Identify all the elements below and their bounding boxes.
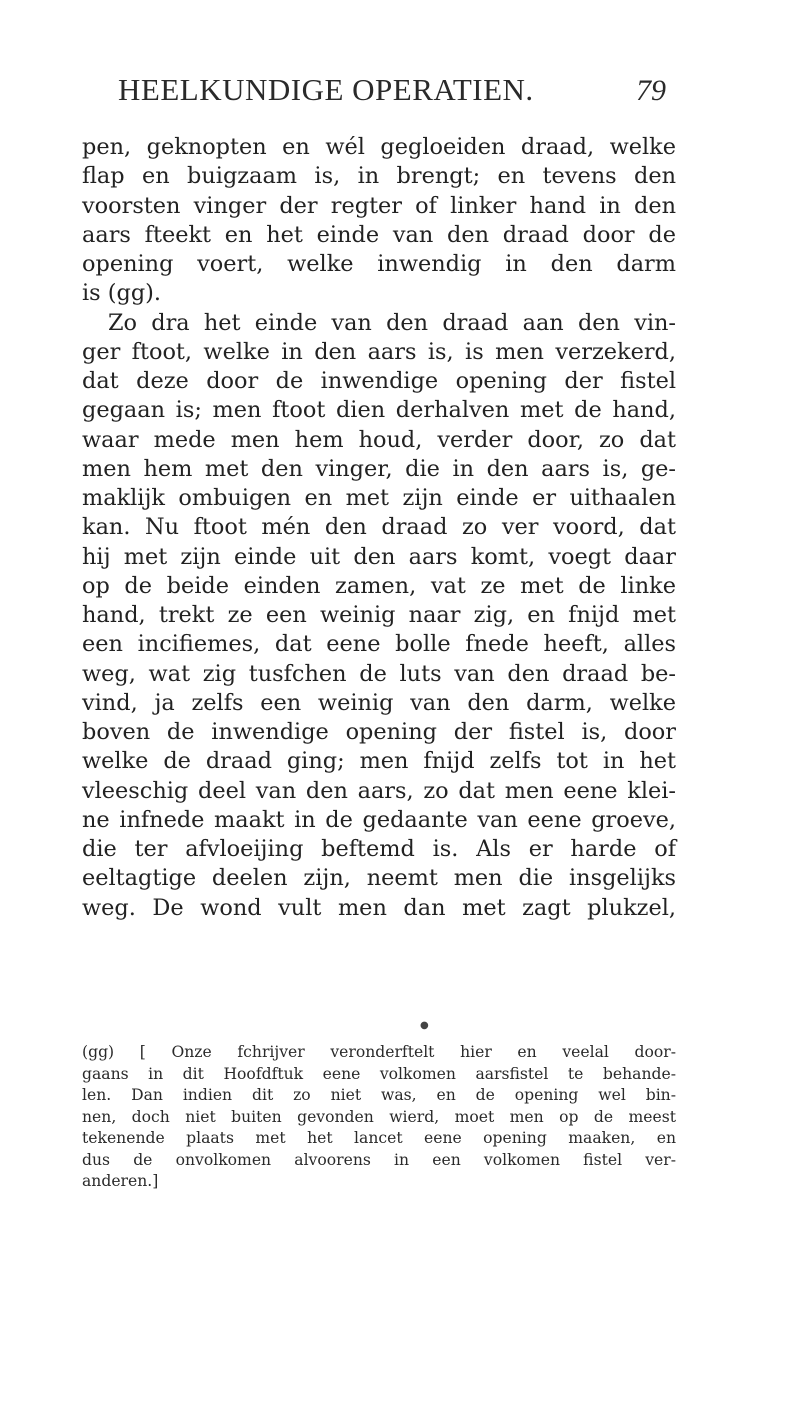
text-line: is (gg). xyxy=(82,280,162,307)
text-line: men hem met den vinger, die in den aars is, ge- xyxy=(82,455,676,482)
text-line: dat deze door de inwendige opening der fistel xyxy=(82,368,676,394)
text-line: die ter afvloeijing beftemd is. Als er harde of xyxy=(82,836,676,862)
text-line: vind, ja zelfs een weinig van den darm, welke xyxy=(82,689,676,716)
page-number: 79 xyxy=(636,74,666,107)
text-line: weg. De wond vult men dan met zagt plukzel, xyxy=(82,894,676,921)
footnote-line: gaans in dit Hoofdftuk eene volkomen aarsfistel te behande- xyxy=(82,1064,676,1083)
text-line: flap en buigzaam is, in brengt; en tevens den xyxy=(82,163,676,190)
footnote-line: (gg) [ Onze fchrijver veronderftelt hier en veelal door- xyxy=(82,1043,676,1061)
text-line: kan. Nu ftoot mén den draad zo ver voord, dat xyxy=(82,514,676,541)
text-line: maklijk ombuigen en met zijn einde er uithaalen xyxy=(82,485,676,511)
text-line: een incifiemes, dat eene bolle fnede heeft, alles xyxy=(82,631,676,658)
text-line: eeltagtige deelen zijn, neemt men die insgelijks xyxy=(82,865,676,892)
footnote-line: dus de onvolkomen alvoorens in een volkomen fistel ver- xyxy=(82,1150,676,1169)
text-line: ger ftoot, welke in den aars is, is men verzekerd, xyxy=(82,338,676,365)
running-title: HEELKUNDIGE OPERATIEN. xyxy=(118,72,534,107)
footnote-line: tekenende plaats met het lancet eene opening maaken, en xyxy=(82,1129,676,1147)
running-header xyxy=(118,72,666,112)
footnote-line: len. Dan indien dit zo niet was, en de opening wel bin- xyxy=(82,1086,676,1104)
text-line: welke de draad ging; men fnijd zelfs tot in het xyxy=(82,748,676,775)
printer-mark: ● xyxy=(420,1020,429,1031)
footnote-line: anderen.] xyxy=(82,1172,159,1190)
footnote xyxy=(82,1042,676,1193)
text-line: hij met zijn einde uit den aars komt, voegt daar xyxy=(82,543,676,570)
footnote-line: nen, doch niet buiten gevonden wierd, moet men op de meest xyxy=(82,1107,676,1126)
text-line: op de beide einden zamen, vat ze met de linke xyxy=(82,572,676,599)
text-line: waar mede men hem houd, verder door, zo dat xyxy=(82,426,676,453)
text-line: pen, geknopten en wél gegloeiden draad, welke xyxy=(82,134,676,160)
text-line: aars fteekt en het einde van den draad door de xyxy=(82,221,676,248)
text-line: gegaan is; men ftoot dien derhalven met de hand, xyxy=(82,397,676,424)
text-line: voorsten vinger der regter of linker hand in den xyxy=(82,192,676,219)
text-line: opening voert, welke inwendig in den darm xyxy=(82,251,676,277)
text-line: hand, trekt ze een weinig naar zig, en fnijd met xyxy=(82,602,676,628)
text-line: Zo dra het einde van den draad aan den vin- xyxy=(108,309,676,336)
text-line: weg, wat zig tusfchen de luts van den draad be- xyxy=(82,660,676,687)
text-line: vleeschig deel van den aars, zo dat men eene klei- xyxy=(82,777,676,804)
main-text xyxy=(82,133,676,923)
text-line: ne infnede maakt in de gedaante van eene groeve, xyxy=(82,806,676,833)
text-line: boven de inwendige opening der fistel is, door xyxy=(82,719,676,745)
